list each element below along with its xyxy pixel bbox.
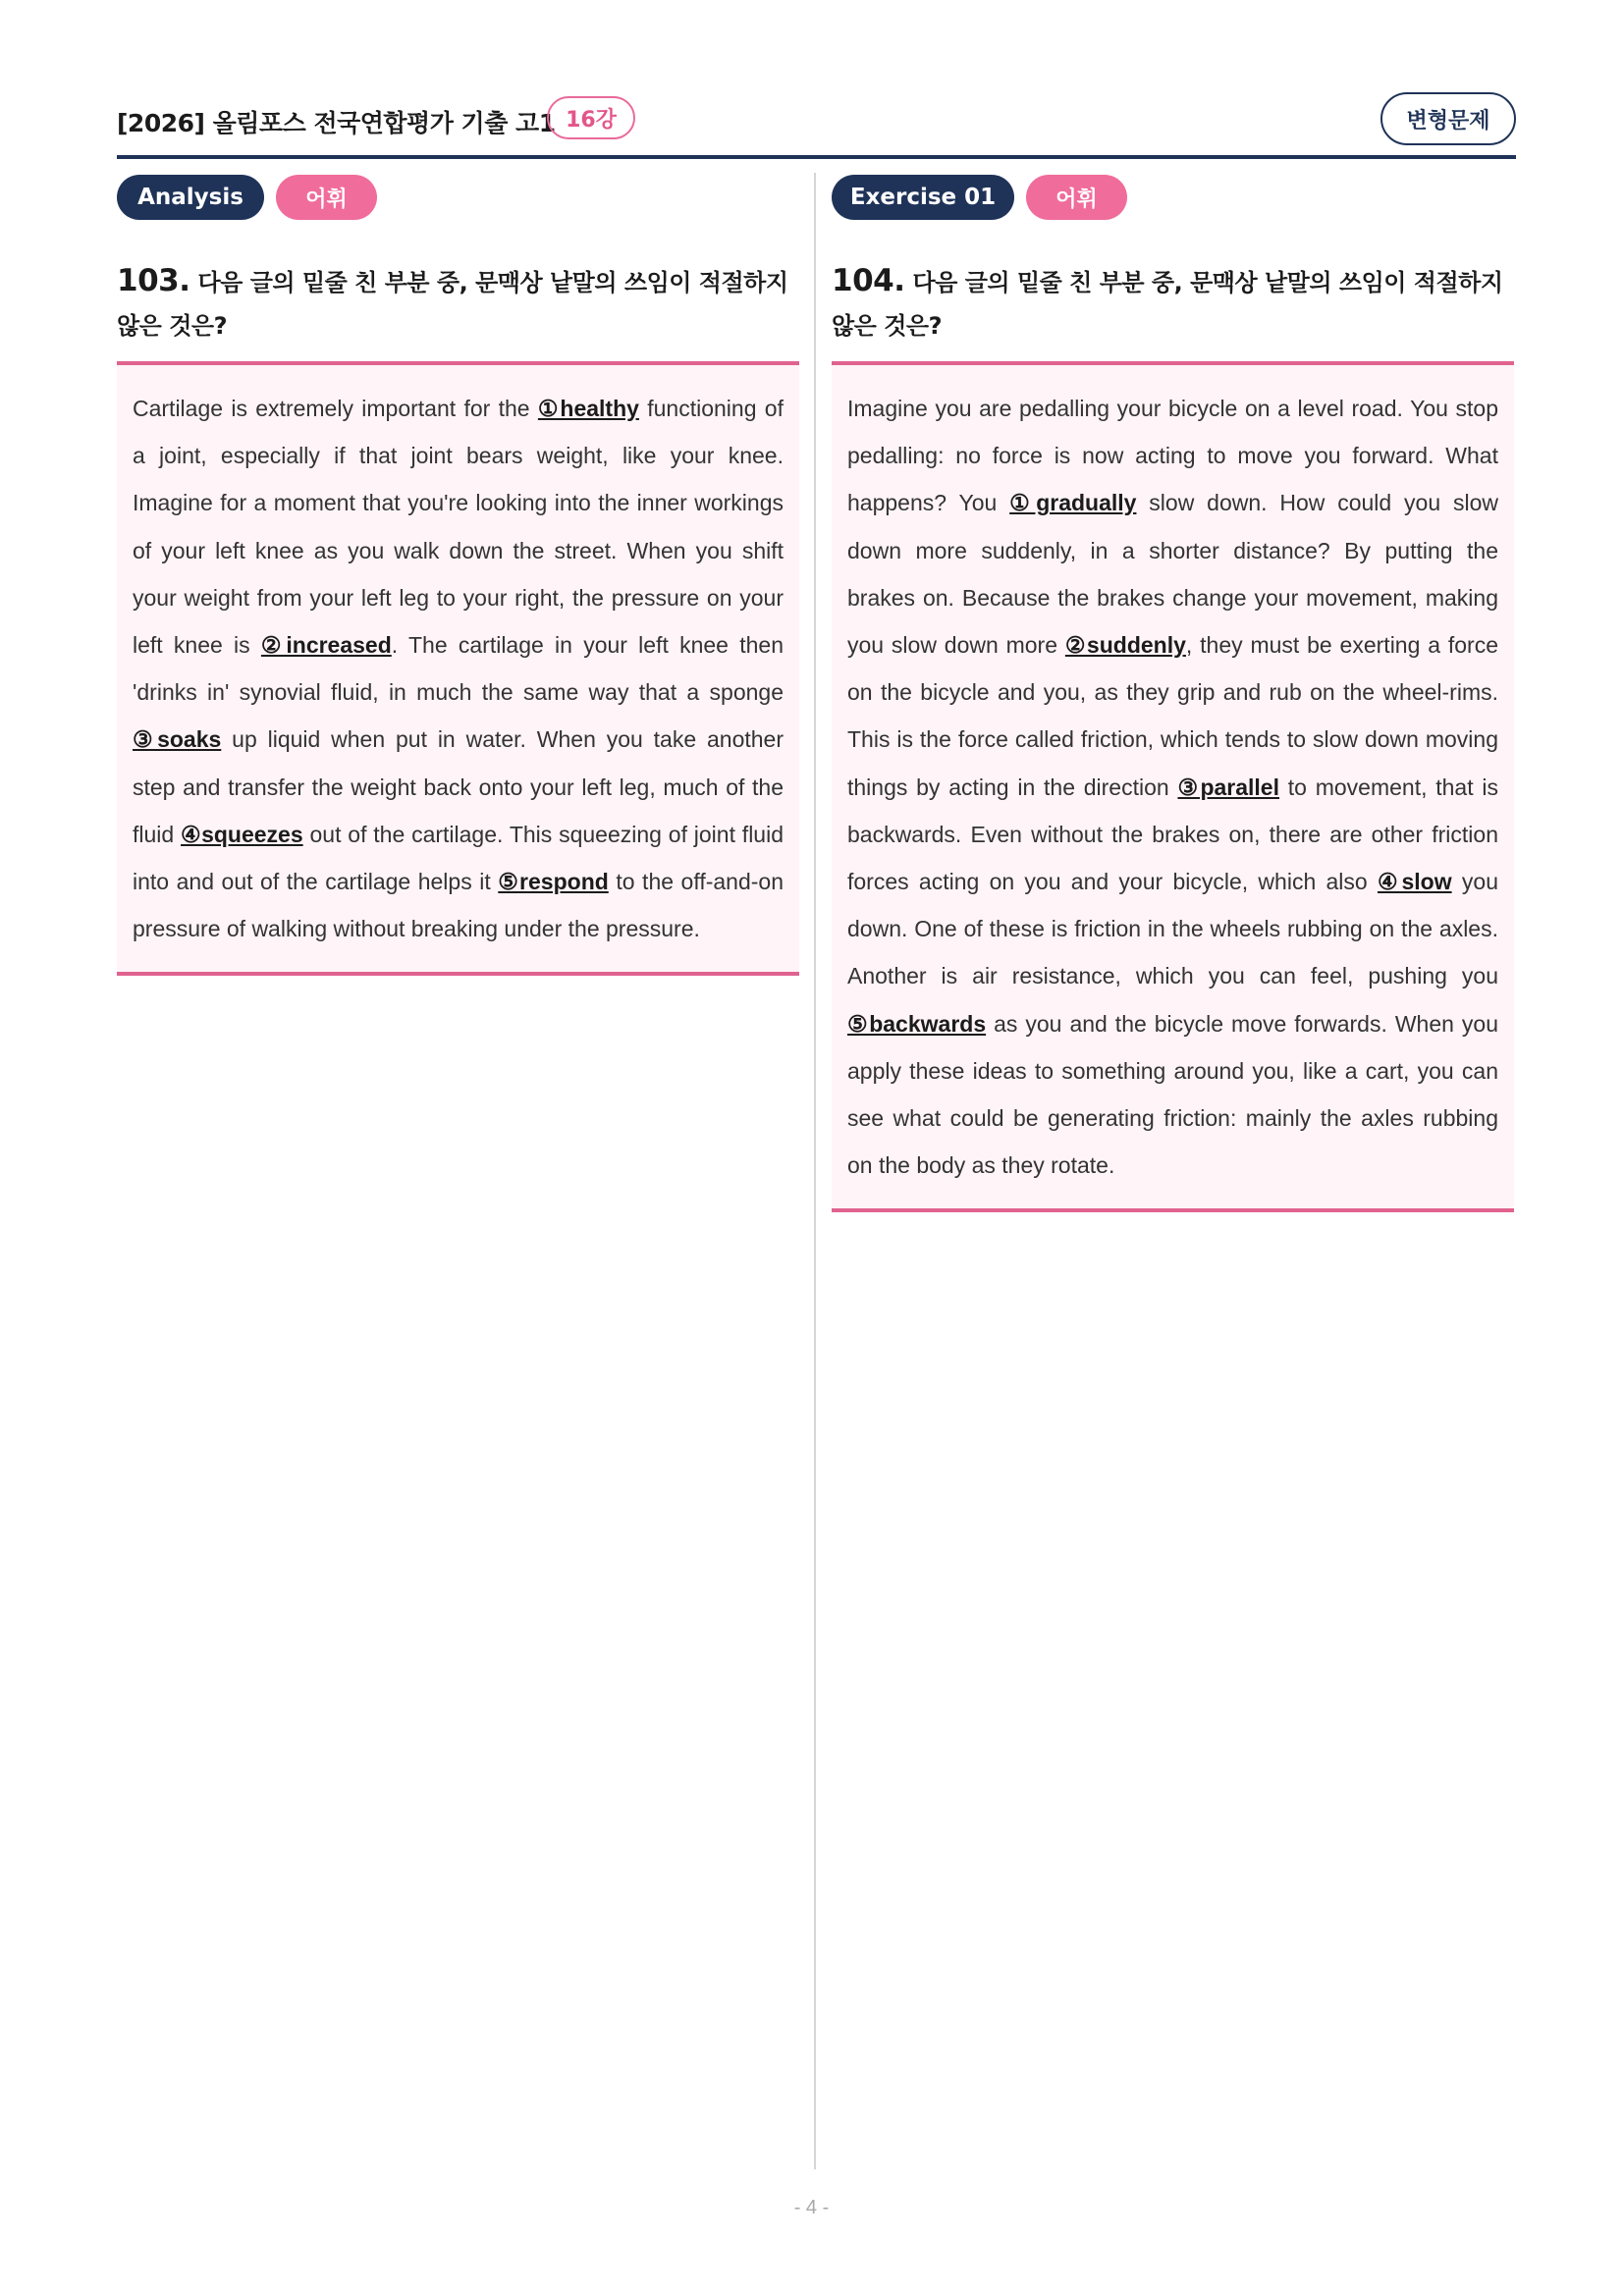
passage-text: Cartilage is extremely important for the bbox=[133, 396, 538, 421]
passage-text: Imagine you are pedalling your bicycle on a level road. You stop pedalling: no force is now acting to move you forward. What happens? You bbox=[847, 396, 1498, 516]
question-103 bbox=[117, 259, 799, 347]
passage-text: up liquid when put in water. When you take another step and transfer the weight back onto your left leg, much of the fluid bbox=[133, 726, 784, 847]
left-tags bbox=[117, 175, 799, 220]
passage-text: out of the cartilage. This squeezing of joint fluid into and out of the cartilage helps it bbox=[133, 821, 784, 895]
page-header bbox=[117, 94, 1516, 159]
right-column bbox=[832, 175, 1514, 1212]
underlined-word-3: ③parallel bbox=[1177, 774, 1279, 800]
underlined-word-1: ①gradually bbox=[1009, 490, 1137, 516]
variant-badge: 변형문제 bbox=[1380, 92, 1516, 145]
passage-text: slow down. How could you slow down more suddenly, in a shorter distance? By putting the brakes on. Because the brakes change your movement, making you slow down more bbox=[847, 490, 1498, 659]
passage-text: you down. One of these is friction in the wheels rubbing on the axles. Another is air resistance, which you can feel, pushing you bbox=[847, 869, 1498, 989]
vocab-tag: 어휘 bbox=[1026, 175, 1127, 220]
underlined-word-3: ③soaks bbox=[133, 726, 222, 753]
underlined-word-2: ②suddenly bbox=[1064, 632, 1186, 659]
passage-104 bbox=[832, 361, 1514, 1212]
passage-text: to movement, that is backwards. Even without the brakes on, there are other friction forces acting on you and your bicycle, which also bbox=[847, 774, 1498, 895]
underlined-word-4: ④slow bbox=[1377, 869, 1452, 895]
lecture-badge: 16강 bbox=[547, 96, 635, 139]
question-text: 다음 글의 밑줄 친 부분 중, 문맥상 낱말의 쓰임이 적절하지 않은 것은? bbox=[117, 269, 788, 340]
underlined-word-4: ④squeezes bbox=[181, 821, 303, 847]
passage-text: as you and the bicycle move forwards. When you apply these ideas to something around you, like a cart, you can see what could be generating friction: mainly the axles rubbing on the body as they rotate. bbox=[847, 1010, 1498, 1179]
passage-103 bbox=[117, 361, 799, 976]
underlined-word-2: ②increased bbox=[260, 632, 392, 659]
passage-text: functioning of a joint, especially if that joint bears weight, like your knee. Imagine for a moment that you're looking into the inner workings of your left knee as you walk down the street. When you shift your weight from your left leg to your right, the pressure on your left knee is bbox=[133, 396, 784, 659]
underlined-word-5: ⑤backwards bbox=[847, 1010, 987, 1037]
header-title: [2026] 올림포스 전국연합평가 기출 고1 bbox=[117, 109, 556, 137]
column-divider bbox=[814, 173, 816, 2169]
left-column bbox=[117, 175, 799, 976]
question-number: 103. bbox=[117, 263, 190, 298]
right-tags bbox=[832, 175, 1514, 220]
passage-text: , they must be exerting a force on the bicycle and you, as they grip and rub on the wheel-rims. This is the force called friction, which tends to slow down moving things by acting in the direction bbox=[847, 632, 1498, 800]
question-text: 다음 글의 밑줄 친 부분 중, 문맥상 낱말의 쓰임이 적절하지 않은 것은? bbox=[832, 269, 1503, 340]
question-104 bbox=[832, 259, 1514, 347]
passage-text: . The cartilage in your left knee then 'drinks in' synovial fluid, in much the same way that a sponge bbox=[133, 632, 784, 706]
exercise-tag: Exercise 01 bbox=[832, 175, 1014, 220]
passage-text: to the off-and-on pressure of walking without breaking under the pressure. bbox=[133, 869, 784, 942]
underlined-word-5: ⑤respond bbox=[498, 869, 609, 895]
page-number: - 4 - bbox=[793, 2197, 830, 2218]
analysis-tag: Analysis bbox=[117, 175, 264, 220]
vocab-tag: 어휘 bbox=[276, 175, 377, 220]
question-number: 104. bbox=[832, 263, 905, 298]
underlined-word-1: ①healthy bbox=[537, 396, 639, 421]
